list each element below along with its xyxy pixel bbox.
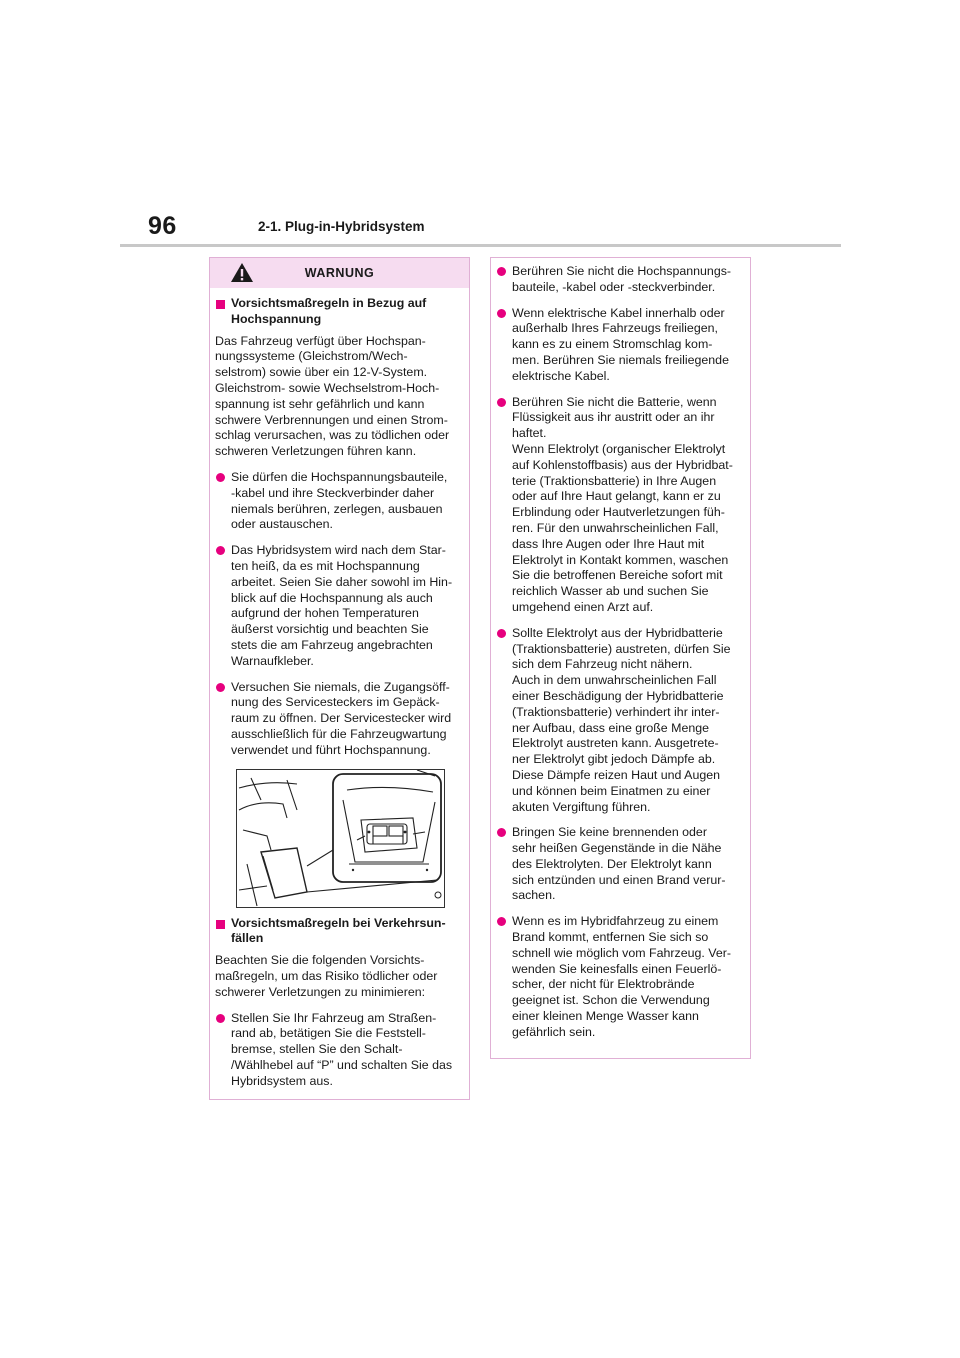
heading-line: Vorsichtsmaßregeln in Bezug auf bbox=[231, 296, 427, 310]
heading-accidents bbox=[215, 916, 464, 948]
header-rule bbox=[120, 244, 841, 247]
paragraph-high-voltage: Das Fahrzeug verfügt über Hochspan- nungssysteme (Gleichstrom/Wech- selstrom) sowie über ein 12-V-System. Gleichstrom- sowie Wechselstrom-Hoch- spannung ist sehr gefährlich und kann schwere Verbrennungen und einen Strom- schlag verursachen, was zu tödlichen oder schweren Verletzungen führen kann. bbox=[215, 333, 450, 459]
list-item: Berühren Sie nicht die Hochspannungs- bauteile, -kabel oder -steckverbinder. bbox=[496, 264, 745, 296]
service-plug-illustration bbox=[236, 769, 445, 908]
list-item: Berühren Sie nicht die Batterie, wenn Flüssigkeit aus ihr austritt oder an ihr haftet. Wenn Elektrolyt (organischer Elektrolyt auf Kohlenstoffbasis) aus der Hybridbat- terie (Traktionsbatterie) in Ihre Augen oder auf Ihre Haut gelangt, kann er zu Erblindung oder Hautverletzungen füh- ren. Für den unwahrscheinlichen Fall, dass Ihre Augen oder Ihre Haut mit Elektrolyt in Kontakt kommen, waschen Sie die betroffenen Bereiche sofort mit reichlich Wasser ab und suchen Sie umgehend einen Arzt auf. bbox=[496, 395, 745, 616]
heading-line: fällen bbox=[231, 931, 264, 946]
heading-line: Vorsichtsmaßregeln bei Verkehrsun- bbox=[231, 915, 446, 930]
round-bullet-icon bbox=[497, 629, 506, 638]
page-number: 96 bbox=[148, 212, 177, 240]
warning-box-left bbox=[209, 257, 470, 1100]
section-title: 2-1. Plug-in-Hybridsystem bbox=[258, 219, 425, 234]
square-bullet-icon bbox=[216, 920, 225, 929]
list-item: Wenn elektrische Kabel innerhalb oder außerhalb Ihres Fahrzeugs freiliegen, kann es zu einem Stromschlag kom- men. Berühren Sie niemals freiliegende elektrische Kabel. bbox=[496, 306, 745, 385]
warning-box-right bbox=[490, 257, 751, 1059]
square-bullet-icon bbox=[216, 300, 225, 309]
round-bullet-icon bbox=[216, 1014, 225, 1023]
heading-line: Hochspannung bbox=[231, 311, 322, 326]
round-bullet-icon bbox=[216, 683, 225, 692]
list-item: Stellen Sie Ihr Fahrzeug am Straßen- rand ab, betätigen Sie die Feststell- bremse, stellen Sie den Schalt- /Wählhebel auf “P” und schalten Sie das Hybridsystem aus. bbox=[215, 1011, 464, 1090]
round-bullet-icon bbox=[497, 828, 506, 837]
list-item: Wenn es im Hybridfahrzeug zu einem Brand kommt, entfernen Sie sich so schnell wie möglich vom Fahrzeug. Ver- wenden Sie keinesfalls einen Feuerlö- scher, der nicht für Elektrobrände geeignet ist. Schon die Verwendung einer kleinen Menge Wasser kann gefährlich sein. bbox=[496, 914, 745, 1040]
round-bullet-icon bbox=[497, 917, 506, 926]
list-item: Bringen Sie keine brennenden oder sehr heißen Gegenstände in die Nähe des Elektrolyten. Der Elektrolyt kann sich entzünden und einen Brand verur- sachen. bbox=[496, 825, 745, 904]
list-item: Sie dürfen die Hochspannungsbauteile, -kabel und ihre Steckverbinder daher niemals berühren, zerlegen, ausbauen oder austauschen. bbox=[215, 470, 464, 533]
luggage-compartment-illustration bbox=[237, 770, 444, 907]
warning-triangle-icon bbox=[230, 262, 254, 283]
paragraph-accidents: Beachten Sie die folgenden Vorsichts- maßregeln, um das Risiko tödlicher oder schwerer Verletzungen zu minimieren: bbox=[215, 953, 438, 999]
list-item: Versuchen Sie niemals, die Zugangsöff- nung des Servicesteckers im Gepäck- raum zu öffnen. Der Servicestecker wird ausschließlich für die Fahrzeugwartung verwendet und führt Hochspannung. bbox=[215, 680, 464, 759]
heading-high-voltage bbox=[215, 296, 464, 328]
round-bullet-icon bbox=[216, 473, 225, 482]
warning-label: WARNUNG bbox=[304, 266, 375, 280]
round-bullet-icon bbox=[216, 546, 225, 555]
round-bullet-icon bbox=[497, 267, 506, 276]
round-bullet-icon bbox=[497, 309, 506, 318]
warning-header bbox=[210, 258, 469, 288]
list-item: Das Hybridsystem wird nach dem Star- ten heiß, da es mit Hochspannung arbeitet. Seien Sie daher sowohl im Hin- blick auf die Hochspannung als auch aufgrund der hohen Temperaturen äußerst vorsichtig und beachten Sie stets die am Fahrzeug angebrachten Warnaufkleber. bbox=[215, 543, 464, 669]
round-bullet-icon bbox=[497, 398, 506, 407]
list-item: Sollte Elektrolyt aus der Hybridbatterie (Traktionsbatterie) austreten, dürfen Sie sich dem Fahrzeug nicht nähern. Auch in dem unwahrscheinlichen Fall einer Beschädigung der Hybridbatterie (Traktionsbatterie) verhindert ihr inter- ner Aufbau, dass eine große Menge Elektrolyt austreten kann. Ausgetrete- ner Elektrolyt gibt jedoch Dämpfe ab. Diese Dämpfe reizen Haut und Augen und können beim Einatmen zu einer akuten Vergiftung führen. bbox=[496, 626, 745, 816]
